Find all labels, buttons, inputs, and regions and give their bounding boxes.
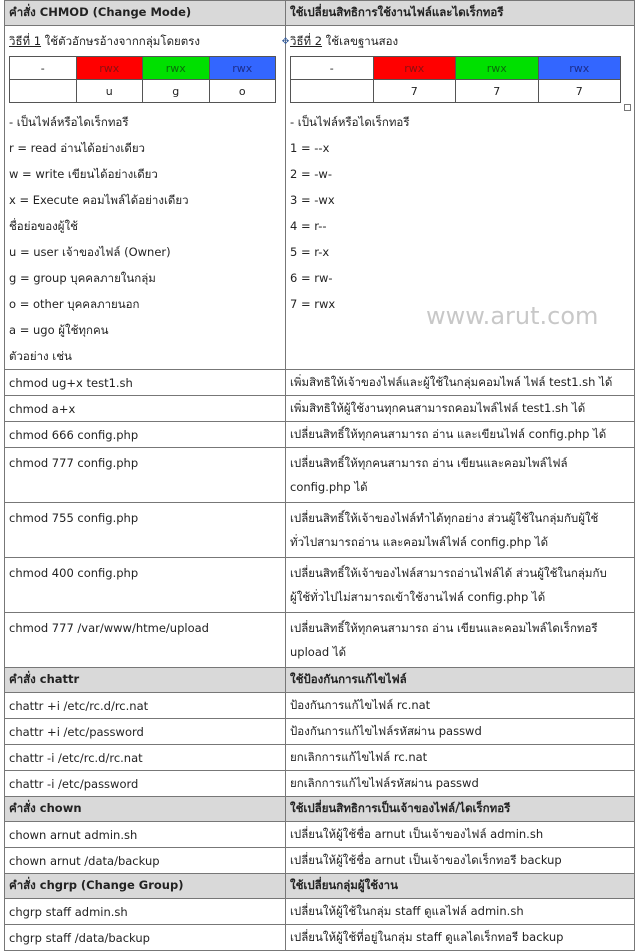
- perm1-row-u: u: [76, 80, 143, 103]
- table-row: [5, 848, 635, 874]
- description-line: เปลี่ยนสิทธิ์ให้ทุกคนสามารถ อ่าน เขียนและคอมไพล์ไฟล์: [290, 456, 568, 470]
- left-line: w = write เขียนได้อย่างเดียว: [9, 167, 158, 181]
- perm1-row-g: g: [143, 80, 210, 103]
- description-cell: [286, 448, 635, 503]
- table-row: [5, 693, 635, 719]
- right-line: 3 = -wx: [290, 193, 335, 207]
- left-line: ตัวอย่าง เช่น: [9, 349, 72, 363]
- right-line: 7 = rwx: [290, 297, 336, 311]
- command-cell: chmod 666 config.php: [5, 422, 286, 448]
- description-cell: [286, 558, 635, 613]
- command-cell: chmod 777 /var/www/htme/upload: [5, 613, 286, 668]
- perm1-row-type: [10, 80, 77, 103]
- chgrp-header-right: ใช้เปลี่ยนกลุ่มผู้ใช้งาน: [286, 874, 635, 899]
- chown-header-left: คำสั่ง chown: [5, 797, 286, 822]
- description-line: เปลี่ยนสิทธิ์ให้เจ้าของไฟล์สามารถอ่านไฟล์ได้ ส่วนผู้ใช้ในกลุ่มกับ: [290, 566, 607, 580]
- description-cell: เปลี่ยนสิทธิ์ให้ทุกคนสามารถ อ่าน และเขียนไฟล์ config.php ได้: [286, 422, 635, 448]
- description-cell: [286, 503, 635, 558]
- chgrp-header-left: คำสั่ง chgrp (Change Group): [5, 874, 286, 899]
- right-line: 5 = r-x: [290, 245, 330, 259]
- table-row: [5, 719, 635, 745]
- right-line: 1 = --x: [290, 141, 330, 155]
- method1-title: [9, 33, 281, 51]
- command-cell: chattr -i /etc/rc.d/rc.nat: [5, 745, 286, 771]
- table-row: [5, 613, 635, 668]
- method2-label: วิธีที่ 2: [290, 34, 323, 48]
- command-reference-table: [4, 0, 635, 951]
- description-line: เปลี่ยนสิทธิ์ให้เจ้าของไฟล์ทำได้ทุกอย่าง ส่วนผู้ใช้ในกลุ่มกับผู้ใช้: [290, 511, 599, 525]
- left-line: x = Execute คอมไพล์ได้อย่างเดียว: [9, 193, 189, 207]
- chattr-header-left: คำสั่ง chattr: [5, 668, 286, 693]
- perm2-row-u: 7: [373, 80, 456, 103]
- chattr-header-right: ใช้ป้องกันการแก้ไขไฟล์: [286, 668, 635, 693]
- table-resize-handle[interactable]: [624, 104, 631, 111]
- command-cell: chmod 400 config.php: [5, 558, 286, 613]
- description-cell: เปลี่ยนให้ผู้ใช้ที่อยู่ในกลุ่ม staff ดูแลไดเร็กทอรี backup: [286, 925, 635, 951]
- chown-header-right: ใช้เปลี่ยนสิทธิการเป็นเจ้าของไฟล์/ไดเร็กทอรี: [286, 797, 635, 822]
- command-cell: chmod ug+x test1.sh: [5, 370, 286, 396]
- left-line: u = user เจ้าของไฟล์ (Owner): [9, 245, 171, 259]
- table-row: [5, 822, 635, 848]
- left-line: - เป็นไฟล์หรือไดเร็กทอรี: [9, 115, 129, 129]
- description-cell: [286, 613, 635, 668]
- left-line: o = other บุคคลภายนอก: [9, 297, 140, 311]
- description-cell: เปลี่ยนให้ผู้ใช้ชื่อ arnut เป็นเจ้าของไฟล์ admin.sh: [286, 822, 635, 848]
- left-line: r = read อ่านได้อย่างเดียว: [9, 141, 146, 155]
- description-line: config.php ได้: [290, 480, 368, 494]
- command-cell: chmod a+x: [5, 396, 286, 422]
- permission-table-numbers: [290, 56, 621, 103]
- description-cell: เปลี่ยนให้ผู้ใช้ในกลุ่ม staff ดูแลไฟล์ admin.sh: [286, 899, 635, 925]
- description-cell: ป้องกันการแก้ไขไฟล์รหัสผ่าน passwd: [286, 719, 635, 745]
- command-cell: chattr +i /etc/rc.d/rc.nat: [5, 693, 286, 719]
- method2-title: [290, 33, 630, 51]
- description-line: ทั่วไปสามารถอ่าน และคอมไพล์ไฟล์ config.php ได้: [290, 535, 549, 549]
- chmod-header-row: [5, 1, 635, 26]
- left-line: ชื่อย่อของผู้ใช้: [9, 219, 78, 233]
- command-cell: chgrp staff admin.sh: [5, 899, 286, 925]
- command-cell: chmod 777 config.php: [5, 448, 286, 503]
- left-line: g = group บุคคลภายในกลุ่ม: [9, 271, 156, 285]
- chmod-header-right: ใช้เปลี่ยนสิทธิการใช้งานไฟล์และไดเร็กทอรี: [286, 1, 635, 26]
- perm2-row-type: [291, 80, 374, 103]
- method1-label: วิธีที่ 1: [9, 34, 42, 48]
- table-row: [5, 448, 635, 503]
- command-cell: chown arnut admin.sh: [5, 822, 286, 848]
- description-line: upload ได้: [290, 645, 347, 659]
- chown-header-row: [5, 797, 635, 822]
- table-row: [5, 503, 635, 558]
- table-row: [5, 558, 635, 613]
- perm2-type: -: [291, 57, 374, 80]
- perm1-row-o: o: [209, 80, 276, 103]
- right-line: - เป็นไฟล์หรือไดเร็กทอรี: [290, 115, 410, 129]
- command-cell: chmod 755 config.php: [5, 503, 286, 558]
- left-line: a = ugo ผู้ใช้ทุกคน: [9, 323, 109, 337]
- table-row: [5, 771, 635, 797]
- description-cell: เพิ่มสิทธิให้เจ้าของไฟล์และผู้ใช้ในกลุ่มคอมไพล์ ไฟล์ test1.sh ได้: [286, 370, 635, 396]
- right-line: 4 = r--: [290, 219, 327, 233]
- description-line: เปลี่ยนสิทธิ์ให้ทุกคนสามารถ อ่าน เขียนและคอมไพล์ไดเร็กทอรี: [290, 621, 598, 635]
- description-cell: ป้องกันการแก้ไขไฟล์ rc.nat: [286, 693, 635, 719]
- command-cell: chattr +i /etc/password: [5, 719, 286, 745]
- watermark-text: www.arut.com: [426, 302, 599, 330]
- table-move-handle-icon[interactable]: ✥: [281, 37, 290, 47]
- perm1-owner: rwx: [76, 57, 143, 80]
- right-line: 6 = rw-: [290, 271, 333, 285]
- perm1-type: -: [10, 57, 77, 80]
- command-cell: chattr -i /etc/password: [5, 771, 286, 797]
- table-row: [5, 370, 635, 396]
- method1-text: ใช้ตัวอักษรอ้างจากกลุ่มโดยตรง: [41, 34, 201, 48]
- chmod-header-left: คำสั่ง CHMOD (Change Mode): [5, 1, 286, 26]
- perm2-group: rwx: [456, 57, 539, 80]
- chattr-header-row: [5, 668, 635, 693]
- table-row: [5, 396, 635, 422]
- table-row: [5, 745, 635, 771]
- chgrp-header-row: [5, 874, 635, 899]
- table-row: [5, 925, 635, 951]
- table-row: [5, 899, 635, 925]
- perm2-row-g: 7: [456, 80, 539, 103]
- command-cell: chown arnut /data/backup: [5, 848, 286, 874]
- table-row: [5, 422, 635, 448]
- perm2-row-o: 7: [538, 80, 621, 103]
- right-line: 2 = -w-: [290, 167, 332, 181]
- perm2-other: rwx: [538, 57, 621, 80]
- description-cell: ยกเลิกการแก้ไขไฟล์ rc.nat: [286, 745, 635, 771]
- description-line: ผู้ใช้ทั่วไปไม่สามารถเข้าใช้งานไฟล์ config.php ได้: [290, 590, 546, 604]
- description-cell: ยกเลิกการแก้ไขไฟล์รหัสผ่าน passwd: [286, 771, 635, 797]
- perm1-other: rwx: [209, 57, 276, 80]
- description-cell: เพิ่มสิทธิให้ผู้ใช้งานทุกคนสามารถคอมไพล์ไฟล์ test1.sh ได้: [286, 396, 635, 422]
- permission-table-letters: [9, 56, 276, 103]
- perm2-owner: rwx: [373, 57, 456, 80]
- perm1-group: rwx: [143, 57, 210, 80]
- method2-text: ใช้เลขฐานสอง: [322, 34, 399, 48]
- description-cell: เปลี่ยนให้ผู้ใช้ชื่อ arnut เป็นเจ้าของไดเร็กทอรี backup: [286, 848, 635, 874]
- chmod-method1-cell: [5, 26, 286, 370]
- command-cell: chgrp staff /data/backup: [5, 925, 286, 951]
